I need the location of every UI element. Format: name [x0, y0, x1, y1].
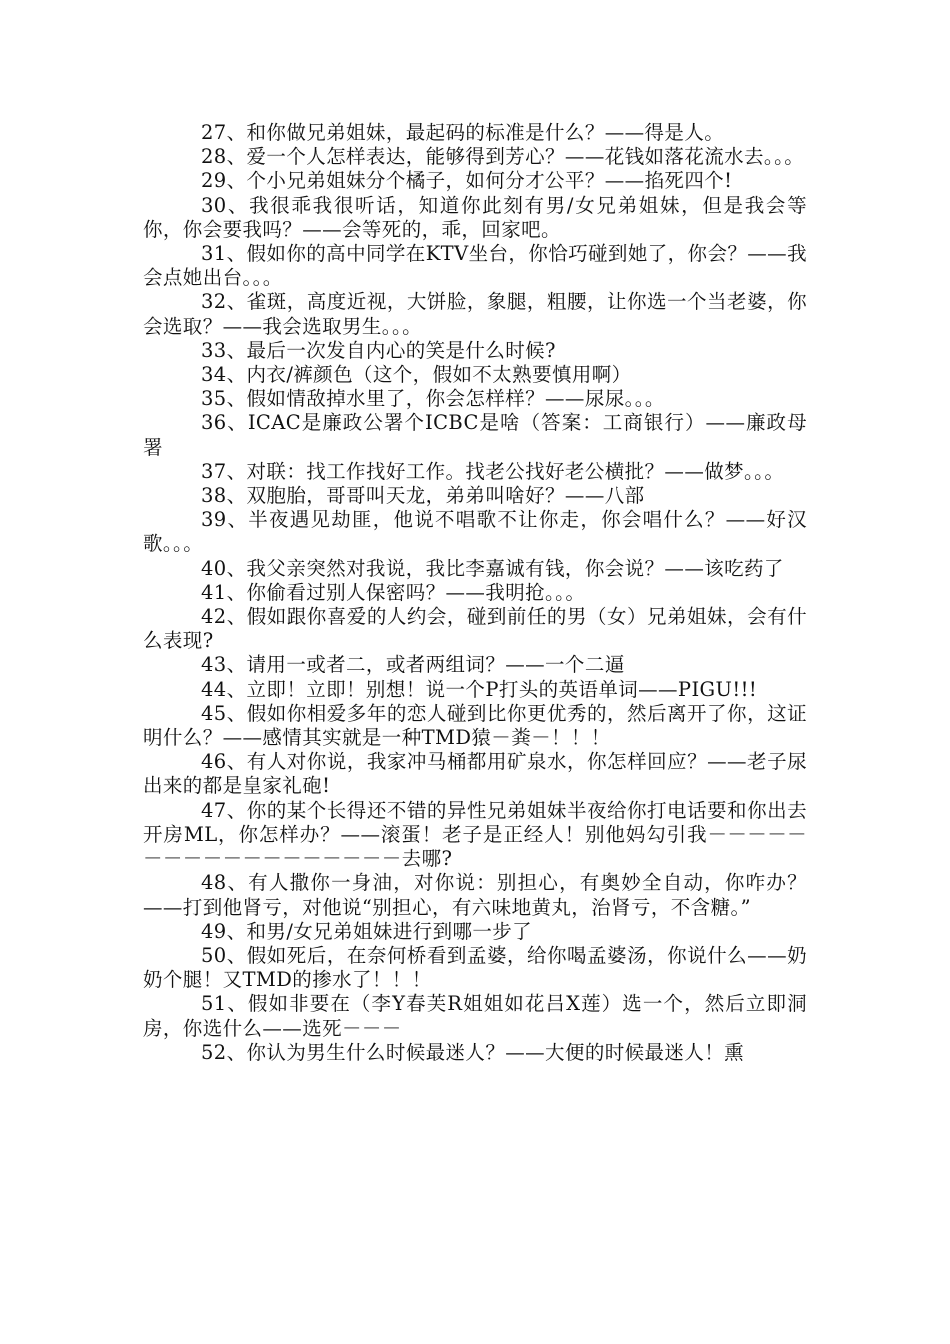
paragraph-33: 33、最后一次发自内心的笑是什么时候?	[201, 338, 556, 362]
paragraph-29: 29、个小兄弟姐妹分个橘子，如何分才公平？——掐死四个!	[201, 169, 733, 193]
paragraph-46: 46、有人对你说，我家冲马桶都用矿泉水，你怎样回应？——老子尿出来的都是皇家礼砲!	[143, 750, 807, 798]
paragraph-32: 32、雀斑，高度近视，大饼脸，象腿，粗腰，让你选一个当老婆，你会选取？——我会选取男生。。。	[143, 290, 807, 338]
paragraph-27: 27、和你做兄弟姐妹，最起码的标准是什么？——得是人。	[201, 121, 725, 144]
paragraph-28: 28、爱一个人怎样表达，能够得到芳心？——花钱如落花流水去。。。	[201, 145, 805, 169]
paragraph-34: 34、内衣/裤颜色（这个，假如不太熟要慎用啊）	[201, 363, 632, 387]
paragraph-45: 45、假如你相爱多年的恋人碰到比你更优秀的，然后离开了你，这证明什么？——感情其实就是一种TMD猿－粪－！！！	[143, 701, 807, 750]
document-body	[143, 121, 807, 1065]
paragraph-36: 36、ICAC是廉政公署个ICBC是啥（答案：工商银行）——廉政母署	[143, 411, 807, 459]
paragraph-51: 51、假如非要在（李Y春芙R姐姐如花吕X莲）选一个，然后立即洞房，你选什么——选死－－－	[143, 992, 807, 1040]
paragraph-48: 48、有人撒你一身油，对你说：别担心，有奥妙全自动，你咋办？——打到他肾亏，对他说“别担心，有六味地黄丸，治肾亏，不含糖。”	[143, 871, 807, 919]
paragraph-30: 30、我很乖我很听话，知道你此刻有男/女兄弟姐妹，但是我会等你，你会要我吗？——会等死的，乖，回家吧。	[143, 193, 807, 241]
paragraph-35: 35、假如情敌掉水里了，你会怎样样？——尿尿。。。	[201, 387, 665, 411]
paragraph-31: 31、假如你的高中同学在KTV坐台，你恰巧碰到她了，你会？——我会点她出台。。。	[143, 242, 807, 290]
paragraph-40: 40、我父亲突然对我说，我比李嘉诚有钱，你会说？——该吃药了	[201, 556, 784, 580]
paragraph-39: 39、半夜遇见劫匪，他说不唱歌不让你走，你会唱什么？——好汉歌。。。	[143, 508, 807, 556]
paragraph-44: 44、立即！立即！别想！说一个P打头的英语单词——PIGU!!!	[201, 677, 758, 701]
paragraph-38: 38、双胞胎，哥哥叫天龙，弟弟叫啥好？——八部	[201, 484, 645, 508]
paragraph-41: 41、你偷看过别人保密吗？——我明抢。。。	[201, 580, 586, 604]
paragraph-43: 43、请用一或者二，或者两组词？——一个二逼	[201, 653, 625, 677]
paragraph-49: 49、和男/女兄弟姐妹进行到哪一步了	[201, 919, 533, 943]
paragraph-42: 42、假如跟你喜爱的人约会，碰到前任的男（女）兄弟姐妹，会有什么表现?	[143, 605, 807, 653]
paragraph-52: 52、你认为男生什么时候最迷人？——大便的时候最迷人！熏	[201, 1040, 745, 1064]
paragraph-47: 47、你的某个长得还不错的异性兄弟姐妹半夜给你打电话要和你出去开房ML，你怎样办？——滚蛋！老子是正经人！别他妈勾引我－－－－－－－－－－－－－－－－－－去哪?	[143, 798, 807, 871]
paragraph-50: 50、假如死后，在奈何桥看到孟婆，给你喝孟婆汤，你说什么——奶奶个腿！又TMD的掺水了！！！	[143, 943, 807, 992]
paragraph-37: 37、对联：找工作找好工作。找老公找好老公横批？——做梦。。。	[201, 459, 785, 483]
